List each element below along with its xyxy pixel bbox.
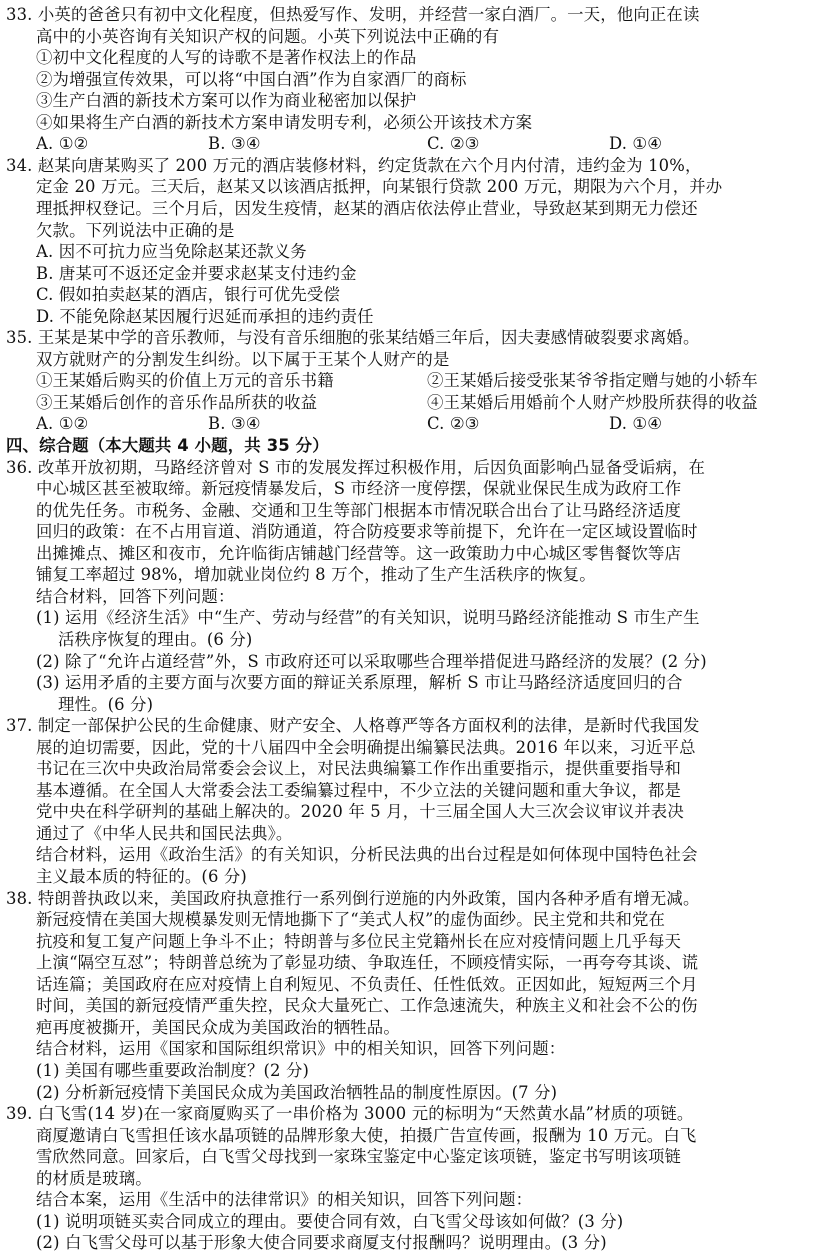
text-line: (3) 运用矛盾的主要方面与次要方面的辩证关系原理，解析 S 市让马路经济适度回归的合 — [36, 673, 683, 693]
text-line: 理性。(6 分) — [58, 694, 154, 714]
text-line: 商厦邀请白飞雪担任该水晶项链的品牌形象大使，拍摄广告宣传画，报酬为 10 万元。白飞 — [36, 1125, 697, 1145]
text-line: 中心城区甚至被取缔。新冠疫情暴发后，S 市经济一度停摆，保就业保民生成为政府工作 — [36, 479, 682, 499]
text-line: 基本遵循。在全国人大常委会法工委编纂过程中，不少立法的关键问题和重大争议，都是 — [36, 780, 682, 800]
text-line: 结合本案，运用《生活中的法律常识》的相关知识，回答下列问题： — [36, 1190, 533, 1210]
text-line: (2) 除了“允许占道经营”外，S 市政府还可以采取哪些合理举措促进马路经济的发展？(2 分) — [36, 651, 707, 671]
statement-item: ③王某婚后创作的音乐作品所获的收益 — [36, 392, 318, 412]
text-line: 抗疫和复工复产问题上争斗不止；特朗普与多位民主党籍州长在应对疫情问题上几乎每天 — [36, 931, 682, 951]
text-line: 话连篇；美国政府在应对疫情上自利短见、不负责任、任性低效。正因如此，短短两三个月 — [36, 974, 698, 994]
text-line: ②为增强宣传效果，可以将“中国白酒”作为自家酒厂的商标 — [36, 69, 467, 89]
text-line: 的材质是玻璃。 — [36, 1168, 152, 1188]
text-line: 高中的小英咨询有关知识产权的问题。小英下列说法中正确的有 — [36, 26, 500, 46]
answer-option: C. ②③ — [427, 414, 480, 434]
text-line: 理抵押权登记。三个月后，因发生疫情，赵某的酒店依法停止营业，导致赵某到期无力偿还 — [36, 198, 698, 218]
answer-option: A. ①② — [36, 134, 89, 154]
text-line: (2) 分析新冠疫情下美国民众成为美国政治牺牲品的制度性原因。(7 分) — [36, 1082, 558, 1102]
text-line: 欠款。下列说法中正确的是 — [36, 220, 235, 240]
answer-option: D. ①④ — [609, 414, 663, 434]
text-line: ①初中文化程度的人写的诗歌不是著作权法上的作品 — [36, 48, 417, 68]
answer-option: B. ③④ — [208, 414, 261, 434]
answer-options-row — [36, 133, 819, 154]
text-line: 39. 白飞雪(14 岁)在一家商厦购买了一串价格为 3000 元的标明为“天然黄水晶”材质的项链。 — [6, 1104, 694, 1124]
text-line: (1) 说明项链买卖合同成立的理由。要使合同有效，白飞雪父母该如何做？(3 分) — [36, 1211, 624, 1231]
text-line: 35. 王某是某中学的音乐教师，与没有音乐细胞的张某结婚三年后，因夫妻感情破裂要求离婚。 — [6, 328, 700, 348]
answer-options-row — [36, 413, 819, 434]
text-line: ④如果将生产白酒的新技术方案申请发明专利，必须公开该技术方案 — [36, 112, 533, 132]
statement-item: ①王某婚后购买的价值上万元的音乐书籍 — [36, 371, 334, 391]
text-line: 时间，美国的新冠疫情严重失控，民众大量死亡、工作急速流失，种族主义和社会不公的伤 — [36, 996, 698, 1016]
text-line: 34. 赵某向唐某购买了 200 万元的酒店装修材料，约定货款在六个月内付清，违约金为 10%， — [6, 155, 702, 175]
text-line: 定金 20 万元。三天后，赵某又以该酒店抵押，向某银行贷款 200 万元，期限为六个月，并办 — [36, 177, 723, 197]
text-line: 36. 改革开放初期，马路经济曾对 S 市的发展发挥过积极作用，后因负面影响凸显备受诟病，在 — [6, 457, 706, 477]
text-line: (1) 运用《经济生活》中“生产、劳动与经营”的有关知识，说明马路经济能推动 S 市生产生 — [36, 608, 700, 628]
text-line: 的优先任务。市税务、金融、交通和卫生等部门根据本市情况联合出台了让马路经济适度 — [36, 500, 682, 520]
text-line: C. 假如拍卖赵某的酒店，银行可优先受偿 — [36, 285, 341, 305]
text-line: A. 因不可抗力应当免除赵某还款义务 — [36, 242, 307, 262]
text-line: 结合材料，运用《国家和国际组织常识》中的相关知识，回答下列问题： — [36, 1039, 566, 1059]
section-heading: 四、综合题（本大题共 4 小题，共 35 分） — [6, 436, 329, 455]
text-line: 通过了《中华人民共和国民法典》。 — [36, 823, 293, 843]
answer-option: B. ③④ — [208, 134, 261, 154]
statement-item: ④王某婚后用婚前个人财产炒股所获得的收益 — [427, 392, 758, 412]
text-line: 结合材料，回答下列问题： — [36, 586, 235, 606]
text-line: B. 唐某可不返还定金并要求赵某支付违约金 — [36, 263, 357, 283]
statement-pair-row — [36, 392, 819, 413]
answer-option: C. ②③ — [427, 134, 480, 154]
text-line: 活秩序恢复的理由。(6 分) — [58, 629, 253, 649]
text-line: 党中央在科学研判的基础上解决的。2020 年 5 月，十三届全国人大三次会议审议并表决 — [36, 802, 684, 822]
statement-pair-row — [36, 370, 819, 391]
text-line: 展的迫切需要，因此，党的十八届四中全会明确提出编纂民法典。2016 年以来，习近平总 — [36, 737, 696, 757]
text-line: ③生产白酒的新技术方案可以作为商业秘密加以保护 — [36, 91, 417, 111]
text-line: 主义最本质的特征的。(6 分) — [36, 867, 247, 886]
text-line: (1) 美国有哪些重要政治制度？(2 分) — [36, 1060, 310, 1080]
answer-option: A. ①② — [36, 414, 89, 434]
text-line: 新冠疫情在美国大规模暴发则无情地撕下了“美式人权”的虚伪面纱。民主党和共和党在 — [36, 910, 666, 930]
statement-item: ②王某婚后接受张某爷爷指定赠与她的小轿车 — [427, 371, 758, 391]
text-line: 38. 特朗普执政以来，美国政府执意推行一系列倒行逆施的内外政策，国内各种矛盾有增无减。 — [6, 888, 700, 908]
text-line: 出摊摊点、摊区和夜市，允许临街店铺越门经营等。这一政策助力中心城区零售餐饮等店 — [36, 543, 682, 563]
text-line: 双方就财产的分割发生纠纷。以下属于王某个人财产的是 — [36, 349, 450, 369]
text-line: 回归的政策：在不占用盲道、消防通道，符合防疫要求等前提下，允许在一定区域设置临时 — [36, 522, 698, 542]
answer-option: D. ①④ — [609, 134, 663, 154]
text-line: (2) 白飞雪父母可以基于形象大使合同要求商厦支付报酬吗？说明理由。(3 分) — [36, 1233, 607, 1253]
text-line: 铺复工率超过 98%，增加就业岗位约 8 万个，推动了生产生活秩序的恢复。 — [36, 565, 596, 585]
text-line: 上演“隔空互怼”；特朗普总统为了彰显功绩、争取连任，不顾疫情实际，一再夸夸其谈、谎 — [36, 953, 699, 973]
text-line: 雪欣然同意。回家后，白飞雪父母找到一家珠宝鉴定中心鉴定该项链，鉴定书写明该项链 — [36, 1147, 682, 1167]
text-line: D. 不能免除赵某因履行迟延而承担的违约责任 — [36, 306, 374, 326]
text-line: 疤再度被撕开，美国民众成为美国政治的牺牲品。 — [36, 1017, 400, 1037]
text-line: 书记在三次中央政治局常委会会议上，对民法典编纂工作作出重要指示，提供重要指导和 — [36, 759, 682, 779]
text-line: 33. 小英的爸爸只有初中文化程度，但热爱写作、发明，并经营一家白酒厂。一天，他向正在读 — [6, 5, 700, 24]
text-line: 结合材料，运用《政治生活》的有关知识，分析民法典的出台过程是如何体现中国特色社会 — [36, 845, 698, 865]
text-line: 37. 制定一部保护公民的生命健康、财产安全、人格尊严等各方面权利的法律，是新时代我国发 — [6, 716, 700, 736]
